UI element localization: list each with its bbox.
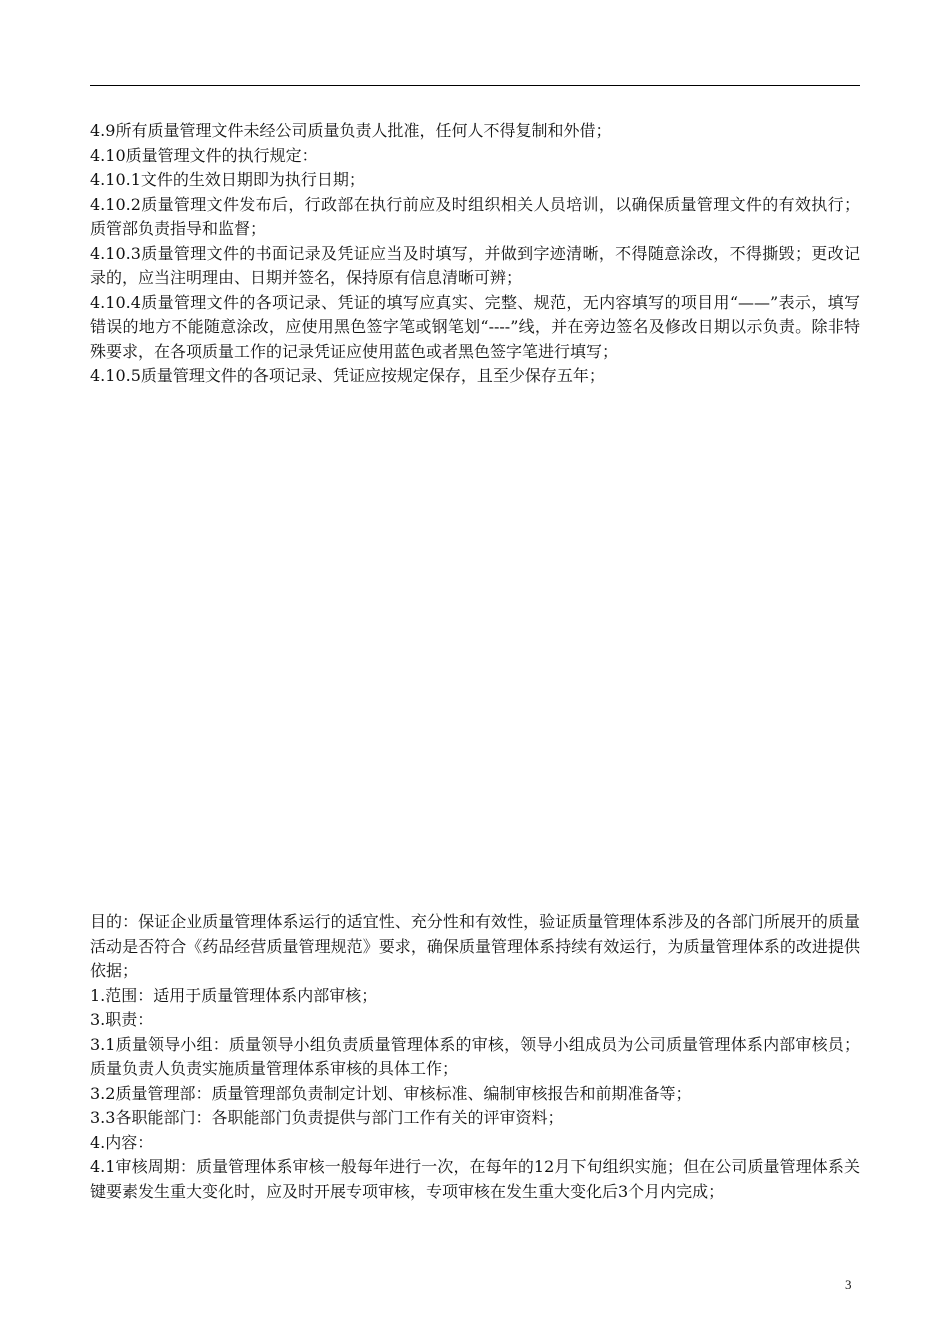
paragraph-3-1: 3.1质量领导小组：质量领导小组负责质量管理体系的审核，领导小组成员为公司质量管理体系内部审核员；质量负责人负责实施质量管理体系审核的具体工作； [90,1034,860,1078]
paragraph-content: 4.内容： [90,1132,154,1152]
document-section-bottom [90,910,860,1204]
header-rule [90,85,860,86]
paragraph-responsibilities: 3.职责： [90,1010,154,1029]
paragraph-4-10-5: 4.10.5质量管理文件的各项记录、凭证应按规定保存，且至少保存五年； [90,366,605,385]
paragraph-4-1: 4.1审核周期：质量管理体系审核一般每年进行一次，在每年的12月下旬组织实施；但在公司质量管理体系关键要素发生重大变化时，应及时开展专项审核，专项审核在发生重大变化后3个月内完成； [90,1157,860,1201]
paragraph-4-10-3: 4.10.3质量管理文件的书面记录及凭证应当及时填写，并做到字迹清晰，不得随意涂改，不得撕毁；更改记录的，应当注明理由、日期并签名，保持原有信息清晰可辨； [90,243,860,287]
page-number: 3 [845,1277,852,1292]
paragraph-4-10-4: 4.10.4质量管理文件的各项记录、凭证的填写应真实、完整、规范，无内容填写的项目用“——”表示，填写错误的地方不能随意涂改，应使用黑色签字笔或钢笔划“----”线，并在旁边签名及修改日期以示负责。除非特殊要求，在各项质量工作的记录凭证应使用蓝色或者黑色签字笔进行填写； [90,292,860,361]
paragraph-4-10: 4.10质量管理文件的执行规定： [90,145,318,165]
paragraph-3-3: 3.3各职能部门：各职能部门负责提供与部门工作有关的评审资料； [90,1108,564,1127]
paragraph-3-2: 3.2质量管理部：质量管理部负责制定计划、审核标准、编制审核报告和前期准备等； [90,1083,692,1103]
paragraph-4-10-2: 4.10.2质量管理文件发布后，行政部在执行前应及时组织相关人员培训，以确保质量管理文件的有效执行；质管部负责指导和监督； [90,194,860,238]
paragraph-purpose: 目的：保证企业质量管理体系运行的适宜性、充分性和有效性，验证质量管理体系涉及的各部门所展开的质量活动是否符合《药品经营质量管理规范》要求，确保质量管理体系持续有效运行，为质量管理体系的改进提供依据； [90,912,860,980]
paragraph-4-10-1: 4.10.1文件的生效日期即为执行日期； [90,170,365,189]
document-section-top [90,119,860,389]
paragraph-4-9: 4.9所有质量管理文件未经公司质量负责人批准，任何人不得复制和外借； [90,121,612,140]
paragraph-scope: 1.范围：适用于质量管理体系内部审核； [90,985,378,1005]
